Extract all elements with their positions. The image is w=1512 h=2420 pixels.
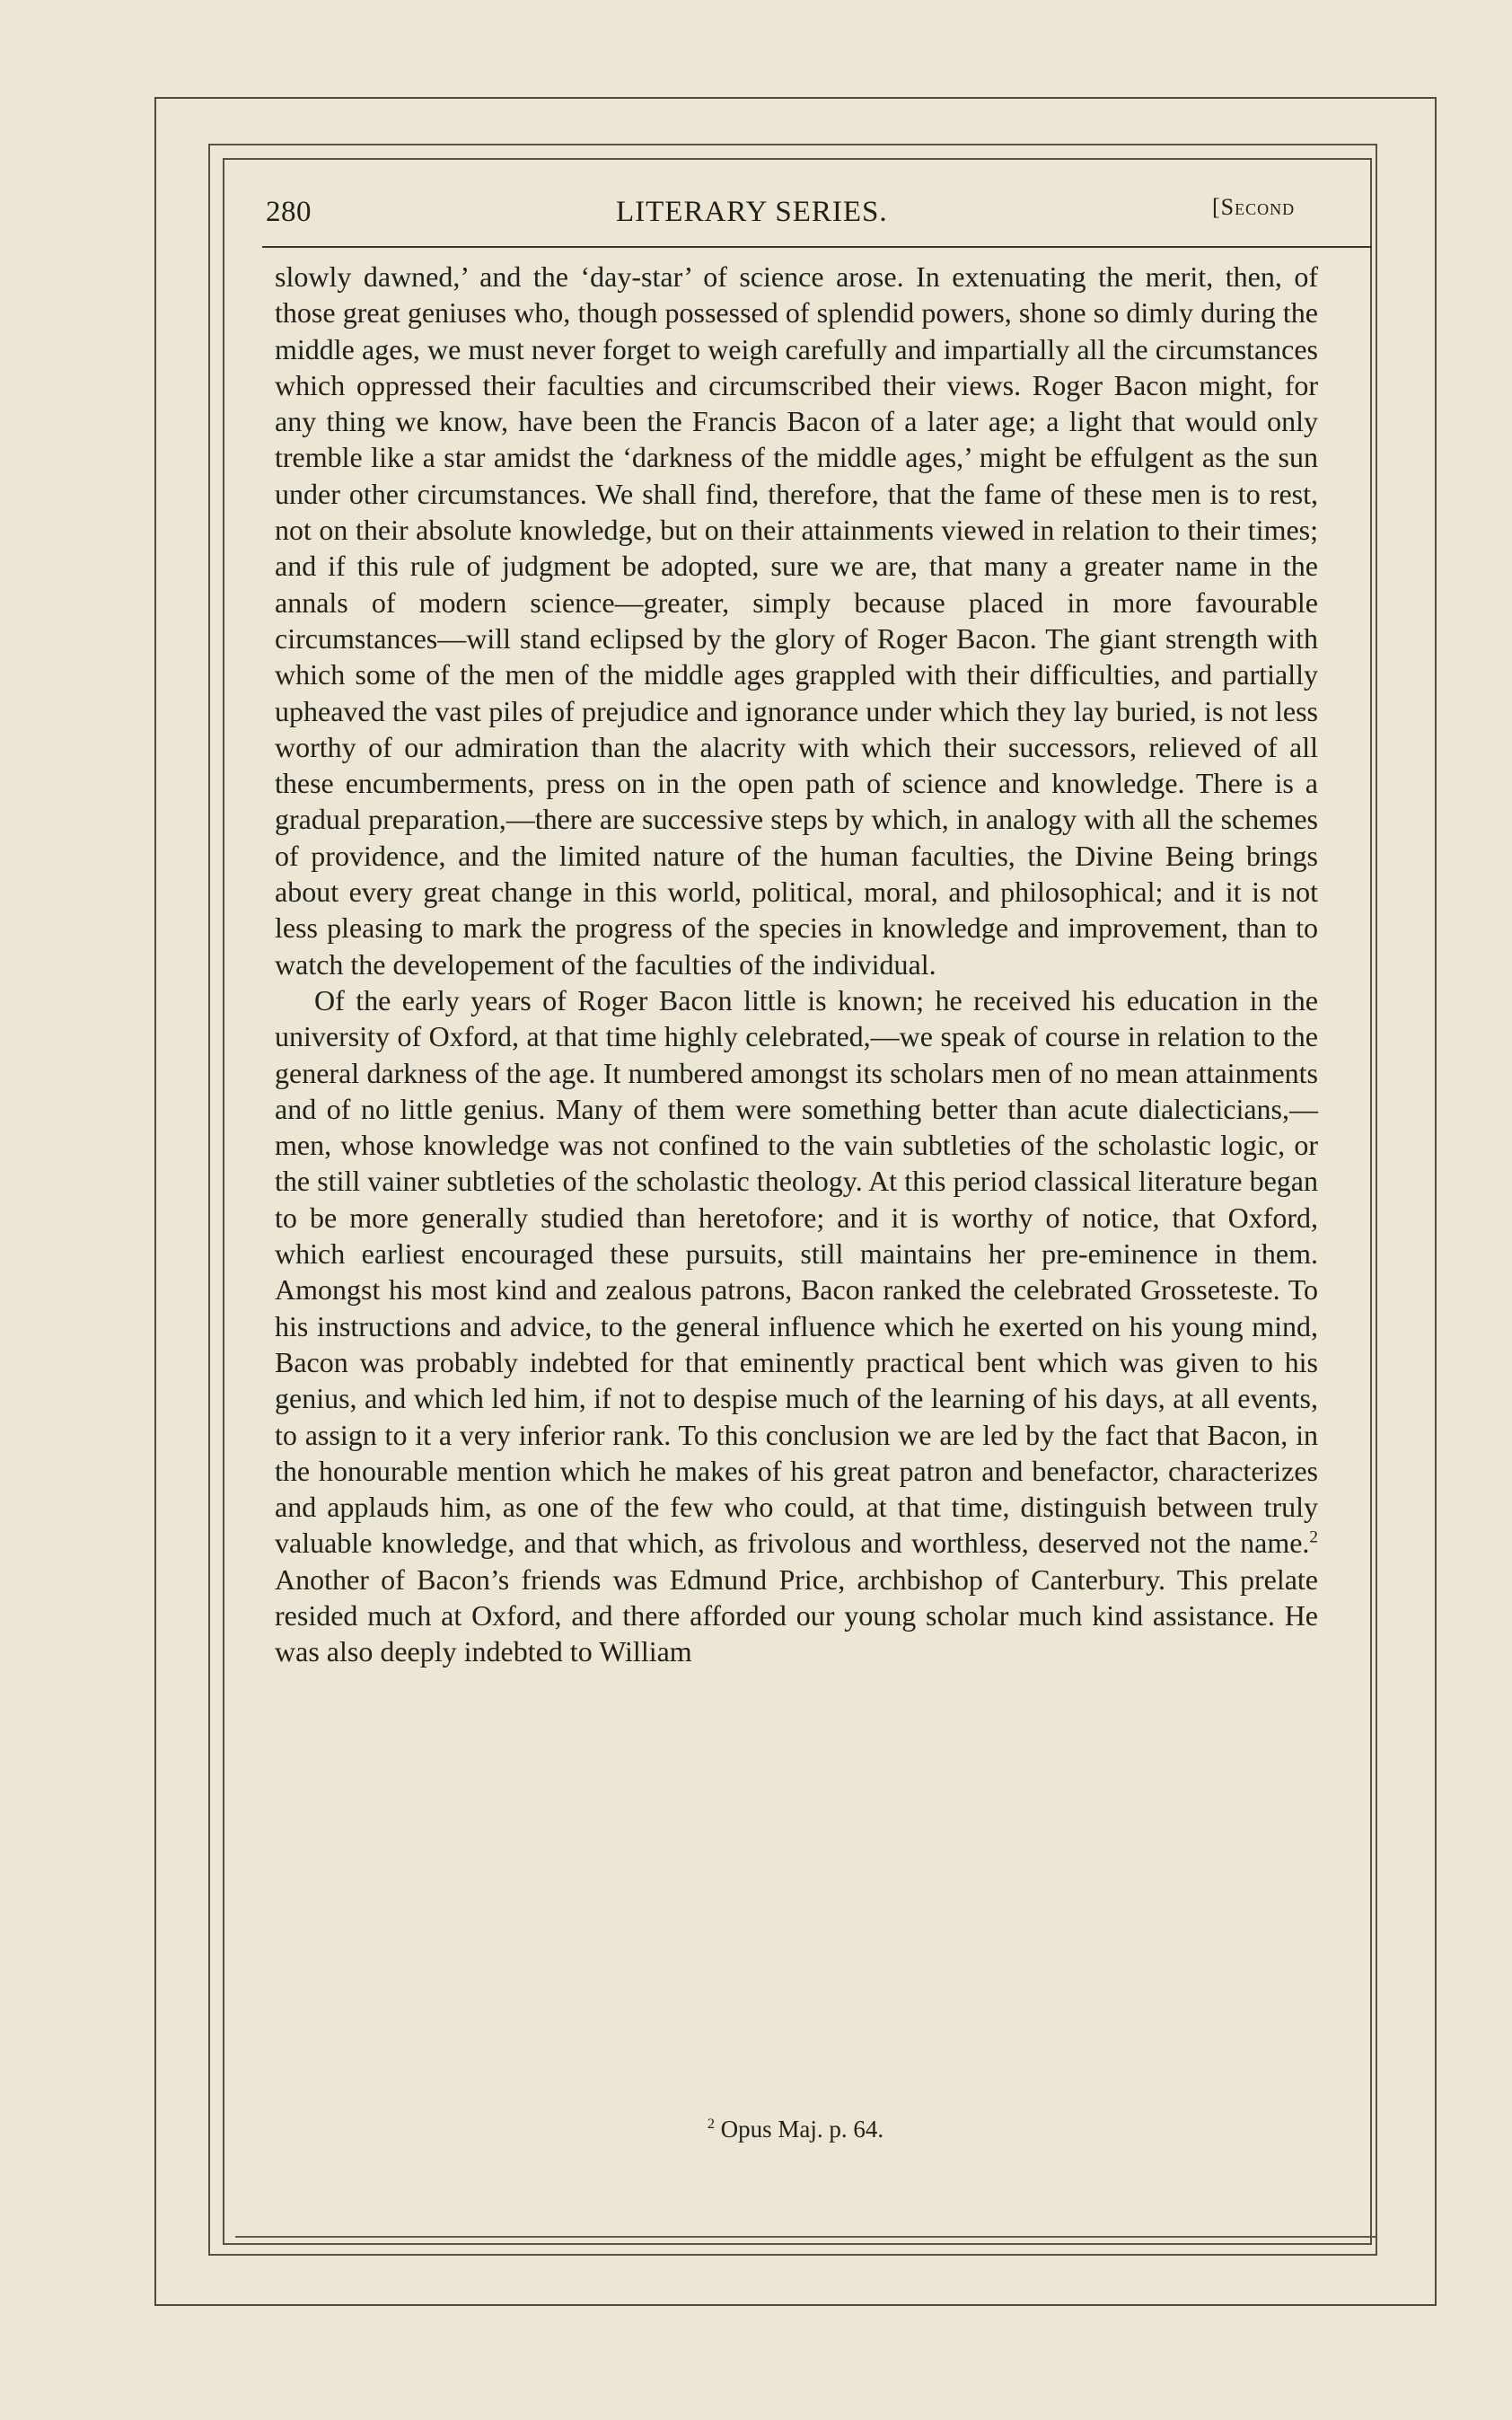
section-label: [Second	[1212, 194, 1296, 220]
header-rule	[262, 246, 1372, 248]
paragraph-continued: slowly dawned,’ and the ‘day-star’ of science arose. In extenuating the merit, then, of those great geniuses who, though possessed of splendid powers, shone so dimly during the middle ages, we must never forget to weigh carefully and impartially all the circumstances which oppressed their faculties and circumscribed their views. Roger Bacon might, for any thing we know, have been the Francis Bacon of a later age; a light that would only tremble like a star amidst the ‘darkness of the middle ages,’ might be effulgent as the sun under other circumstances. We shall find, therefore, that the fame of these men is to rest, not on their absolute knowledge, but on their attainments viewed in relation to their times; and if this rule of judgment be adopted, sure we are, that many a greater name in the annals of modern science—greater, simply because placed in more favourable circumstances—will stand eclipsed by the glory of Roger Bacon. The giant strength with which some of the men of the middle ages grappled with their difficulties, and partially upheaved the vast piles of prejudice and ignorance under which they lay buried, is not less worthy of our admiration than the alacrity with which their successors, relieved of all these encumberments, press on in the open path of science and knowledge. There is a gradual preparation,—there are successive steps by which, in analogy with all the schemes of providence, and the limited nature of the human faculties, the Divine Being brings about every great change in this world, political, moral, and philosophical; and it is not less pleasing to mark the progress of the species in knowledge and improvement, than to watch the developement of the faculties of the individual.	[275, 260, 1318, 981]
paragraph-early-years-text: Of the early years of Roger Bacon little is known; he received his education in the university of Oxford, at that time highly celebrated,—we speak of course in relation to the general darkness of the age. It numbered amongst its scholars men of no mean attainments and of no little genius. Many of them were something better than acute dialecticians,—men, whose knowledge was not confined to the vain subtleties of the scholastic logic, or the still vainer subtleties of the scholastic theology. At this period classical literature began to be more generally studied than heretofore; and it is worthy of notice, that Oxford, which earliest encouraged these pursuits, still maintains her pre-eminence in them. Amongst his most kind and zealous patrons, Bacon ranked the celebrated Grosseteste. To his instructions and advice, to the general influence which he exerted on his young mind, Bacon was probably indebted for that eminently practical bent which was given to his genius, and which led him, if not to despise much of the learning of his days, at all events, to assign to it a very inferior rank. To this conclusion we are led by the fact that Bacon, in the honourable mention which he makes of his great patron and benefactor, characterizes and applauds him, as one of the few who could, at that time, distinguish between truly valuable knowledge, and that which, as frivolous and worthless, deserved not the name.	[275, 983, 1318, 1560]
footnote-text: Opus Maj. p. 64.	[714, 2116, 884, 2143]
page-number: 280	[266, 196, 312, 228]
footnote-marker: 2	[707, 2116, 715, 2132]
paragraph-early-years-continuation: Another of Bacon’s friends was Edmund Price, archbishop of Canterbury. This prelate resided much at Oxford, and there afforded our young scholar much kind assistance. He was also deeply indebted to William	[275, 1562, 1318, 1668]
footnote-reference: 2	[1309, 1527, 1318, 1547]
running-title: LITERARY SERIES.	[616, 196, 888, 228]
page-bottom-rule	[235, 2236, 1376, 2238]
footnote	[266, 2116, 1325, 2143]
body-text	[275, 259, 1318, 1670]
paragraph-early-years	[275, 982, 1318, 1670]
running-header	[266, 196, 1379, 244]
